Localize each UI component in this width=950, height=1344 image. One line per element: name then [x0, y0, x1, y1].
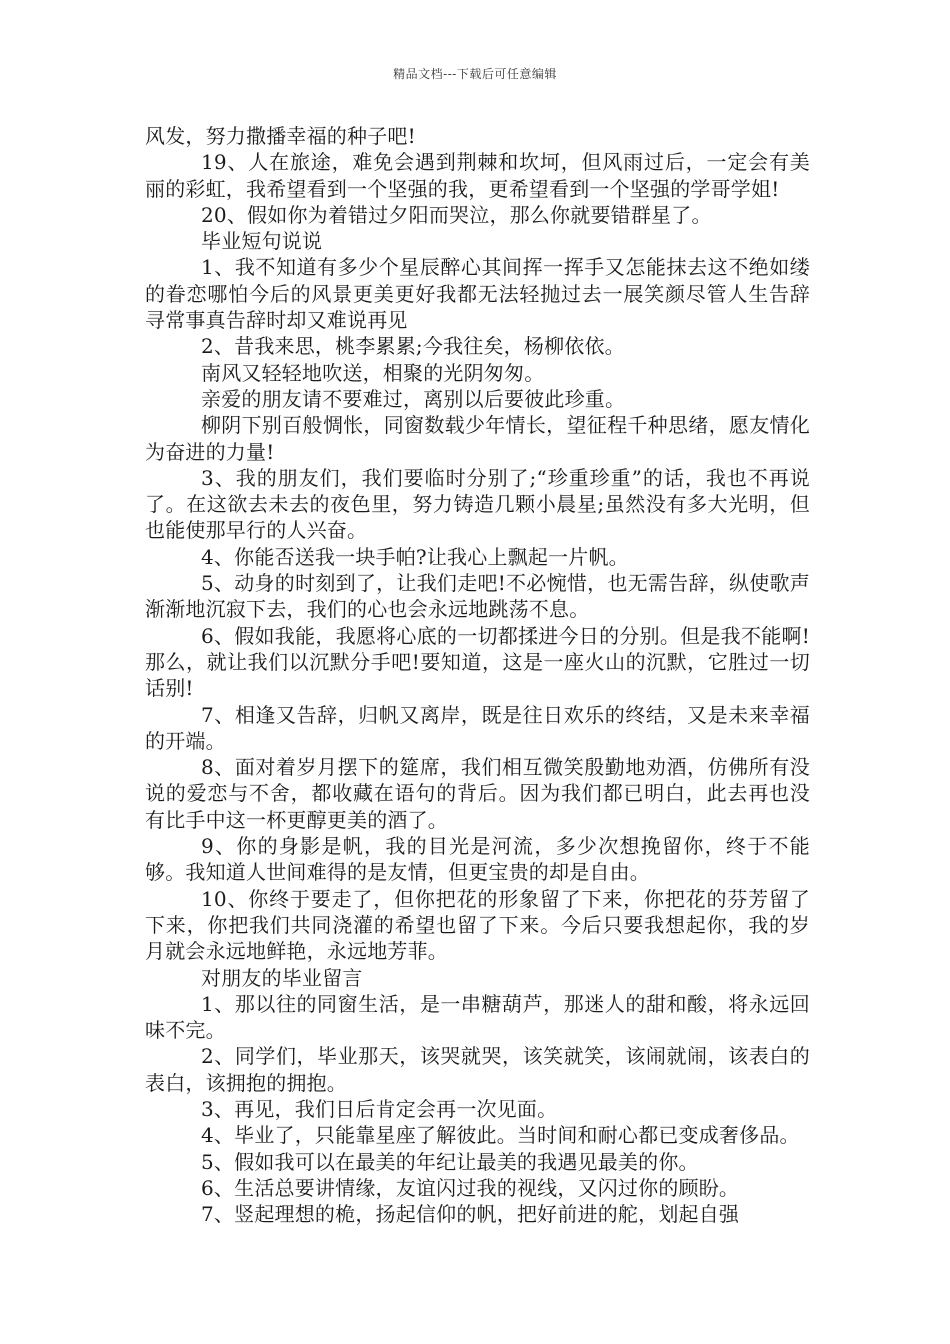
paragraph: 20、假如你为着错过夕阳而哭泣，那么你就要错群星了。	[201, 202, 712, 227]
paragraph: 6、生活总要讲情缘，友谊闪过我的视线，又闪过你的顾盼。	[201, 1175, 740, 1200]
paragraph: 19、人在旅途，难免会遇到荆棘和坎坷，但风雨过后，一定会有美丽的彩虹，我希望看到一个坚强的我，更希望看到一个坚强的学哥学姐!	[145, 150, 810, 201]
paragraph: 南风又轻轻地吹送，相聚的光阴匆匆。	[201, 360, 545, 385]
paragraph: 5、假如我可以在最美的年纪让最美的我遇见最美的你。	[201, 1149, 699, 1174]
paragraph: 5、动身的时刻到了，让我们走吧!不必惋惜，也无需告辞，纵使歌声渐渐地沉寂下去，我们的心也会永远地跳荡不息。	[145, 571, 810, 622]
paragraph: 1、那以往的同窗生活，是一串糖葫芦，那迷人的甜和酸，将永远回味不完。	[145, 991, 810, 1043]
paragraph: 9、你的身影是帆，我的目光是河流，多少次想挽留你，终于不能够。我知道人世间难得的是友情，但更宝贵的却是自由。	[145, 834, 810, 885]
paragraph: 7、竖起理想的桅，扬起信仰的帆，把好前进的舵，划起自强	[201, 1202, 740, 1227]
section-heading: 对朋友的毕业留言	[201, 965, 363, 990]
paragraph: 2、同学们，毕业那天，该哭就哭，该笑就笑，该闹就闹，该表白的表白，该拥抱的拥抱。	[145, 1044, 810, 1095]
paragraph: 3、我的朋友们，我们要临时分别了;“珍重珍重”的话，我也不再说了。在这欲去未去的夜色里，努力铸造几颗小晨星;虽然没有多大光明，但也能使那早行的人兴奋。	[145, 465, 810, 543]
paragraph: 1、我不知道有多少个星辰醉心其间挥一挥手又怎能抹去这不绝如缕的眷恋哪怕今后的风景更美更好我都无法轻抛过去一展笑颜尽管人生告辞寻常事真告辞时却又难说再见	[145, 255, 810, 333]
paragraph: 4、你能否送我一块手帕?让我心上飘起一片帆。	[201, 544, 629, 569]
section-heading: 毕业短句说说	[201, 229, 323, 254]
paragraph: 风发，努力撒播幸福的种子吧!	[145, 124, 416, 148]
paragraph: 亲爱的朋友请不要难过，离别以后要彼此珍重。	[201, 386, 626, 411]
paragraph: 2、昔我来思，桃李累累;今我往矣，杨柳依依。	[201, 334, 625, 359]
paragraph: 10、你终于要走了，但你把花的形象留了下来，你把花的芬芳留了下来，你把我们共同浇灌的希望也留了下来。今后只要我想起你，我的岁月就会永远地鲜艳，永远地芳菲。	[145, 886, 810, 964]
document-body	[145, 123, 810, 1227]
page-header: 精品文档---下载后可任意编辑	[393, 67, 557, 81]
paragraph: 6、假如我能，我愿将心底的一切都揉进今日的分别。但是我不能啊!那么，就让我们以沉默分手吧!要知道，这是一座火山的沉默，它胜过一切话别!	[145, 623, 810, 701]
paragraph: 4、毕业了，只能靠星座了解彼此。当时间和耐心都已变成奢侈品。	[201, 1123, 800, 1148]
paragraph: 8、面对着岁月摆下的筵席，我们相互微笑殷勤地劝酒，仿佛所有没说的爱恋与不舍，都收藏在语句的背后。因为我们都已明白，此去再也没有比手中这一杯更醇更美的酒了。	[145, 755, 810, 832]
paragraph: 3、再见，我们日后肯定会再一次见面。	[201, 1096, 558, 1121]
paragraph: 7、相逢又告辞，归帆又离岸，既是往日欢乐的终结，又是未来幸福的开端。	[145, 702, 810, 753]
paragraph: 柳阴下别百般惆怅，同窗数载少年情长，望征程千种思绪，愿友情化为奋进的力量!	[145, 413, 810, 464]
